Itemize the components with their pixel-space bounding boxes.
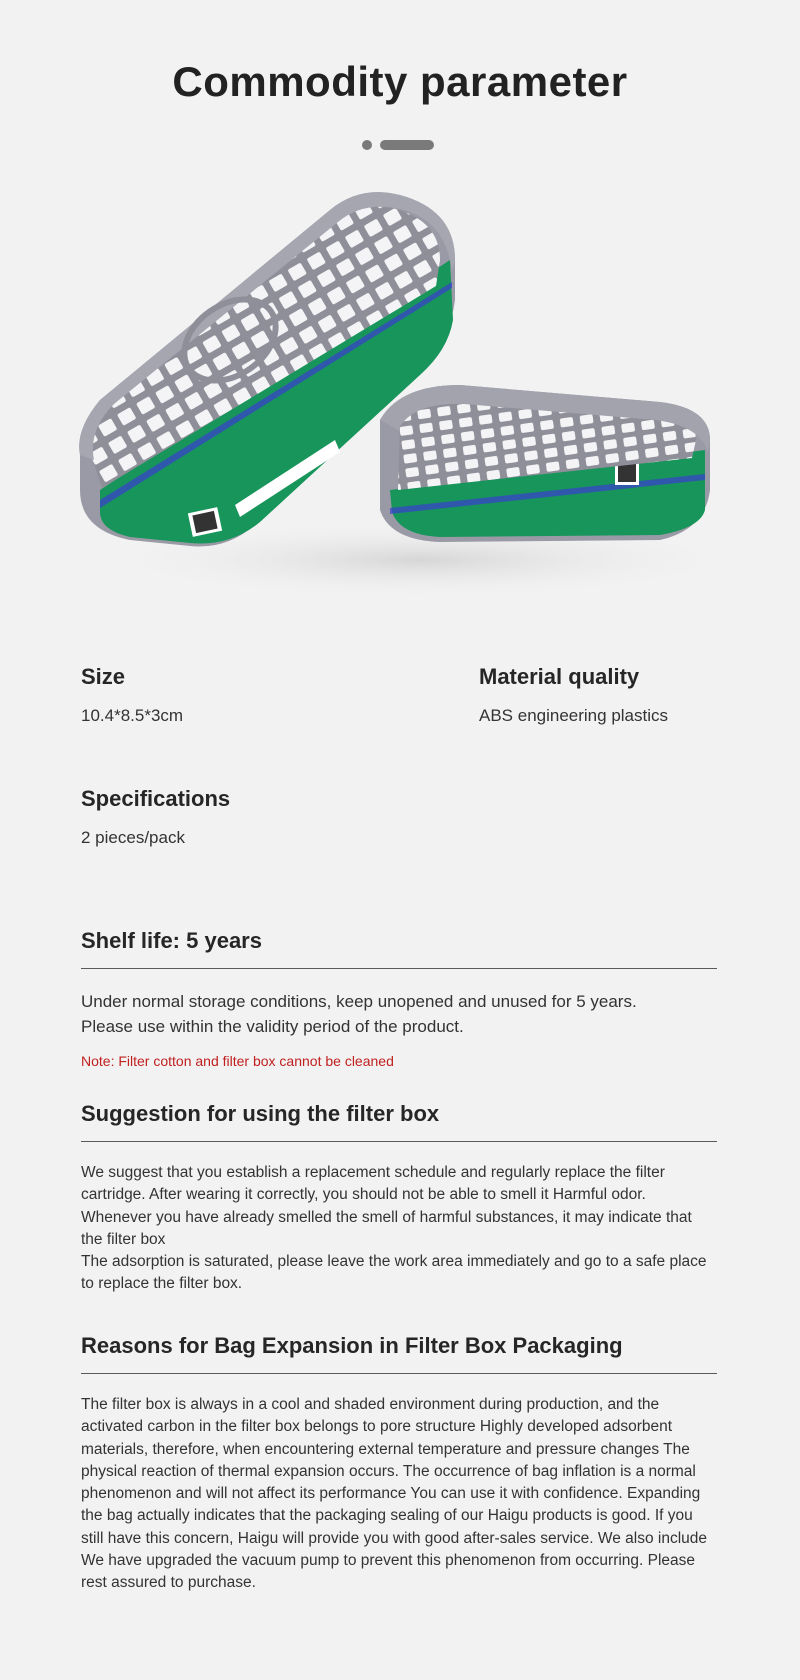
section-reasons: [81, 1333, 717, 1595]
product-image: [60, 190, 740, 610]
param-specifications-label: Specifications: [81, 786, 231, 811]
param-specifications: [81, 786, 230, 848]
section-suggestion: [81, 1101, 717, 1296]
filter-box-back: [380, 385, 710, 542]
suggestion-text: We suggest that you establish a replacement schedule and regularly replace the filter cartridge. After wearing it correctly, you should not be able to smell it Harmful odor. Whenever you have already smelled the smell of harmful substances, it may indicate that the filter box The adsorption is saturated, please leave the work area immediately and go to a safe place to replace the filter box.: [81, 1164, 707, 1293]
page-title: Commodity parameter: [172, 58, 628, 105]
reasons-text: The filter box is always in a cool and shaded environment during production, and the activated carbon in the filter box belongs to pore structure Highly developed adsorbent materials, therefore, when encountering external temperature and pressure changes The physical reaction of thermal expansion occurs. The occurrence of bag inflation is a normal phenomenon and will not affect its performance You can use it with confidence. Expanding the bag actually indicates that the packaging sealing of our Haigu products is good. If you still have this concern, Haigu will provide you with good after-sales service. We also include We have upgraded the vacuum pump to prevent this phenomenon from occurring. Please rest assured to purchase.: [81, 1396, 708, 1592]
shelf-life-heading: Shelf life: 5 years: [81, 928, 717, 969]
shelf-life-text: Under normal storage conditions, keep unopened and unused for 5 years. Please use within the validity period of the product.: [81, 992, 637, 1036]
suggestion-heading: Suggestion for using the filter box: [81, 1101, 717, 1142]
reasons-heading: Reasons for Bag Expansion in Filter Box Packaging: [81, 1333, 717, 1374]
section-shelf-life: [81, 928, 717, 1069]
param-material-label: Material quality: [479, 664, 640, 689]
indicator-active-bar[interactable]: [380, 140, 434, 150]
param-size-value: 10.4*8.5*3cm: [81, 706, 184, 725]
param-size: [81, 664, 183, 726]
param-material: [479, 664, 668, 726]
cleaning-note: Note: Filter cotton and filter box cannot be cleaned: [81, 1053, 394, 1069]
carousel-indicator[interactable]: [362, 140, 434, 150]
param-specifications-value: 2 pieces/pack: [81, 828, 185, 847]
param-size-label: Size: [81, 664, 126, 689]
indicator-dot[interactable]: [362, 140, 372, 150]
param-material-value: ABS engineering plastics: [479, 706, 669, 725]
